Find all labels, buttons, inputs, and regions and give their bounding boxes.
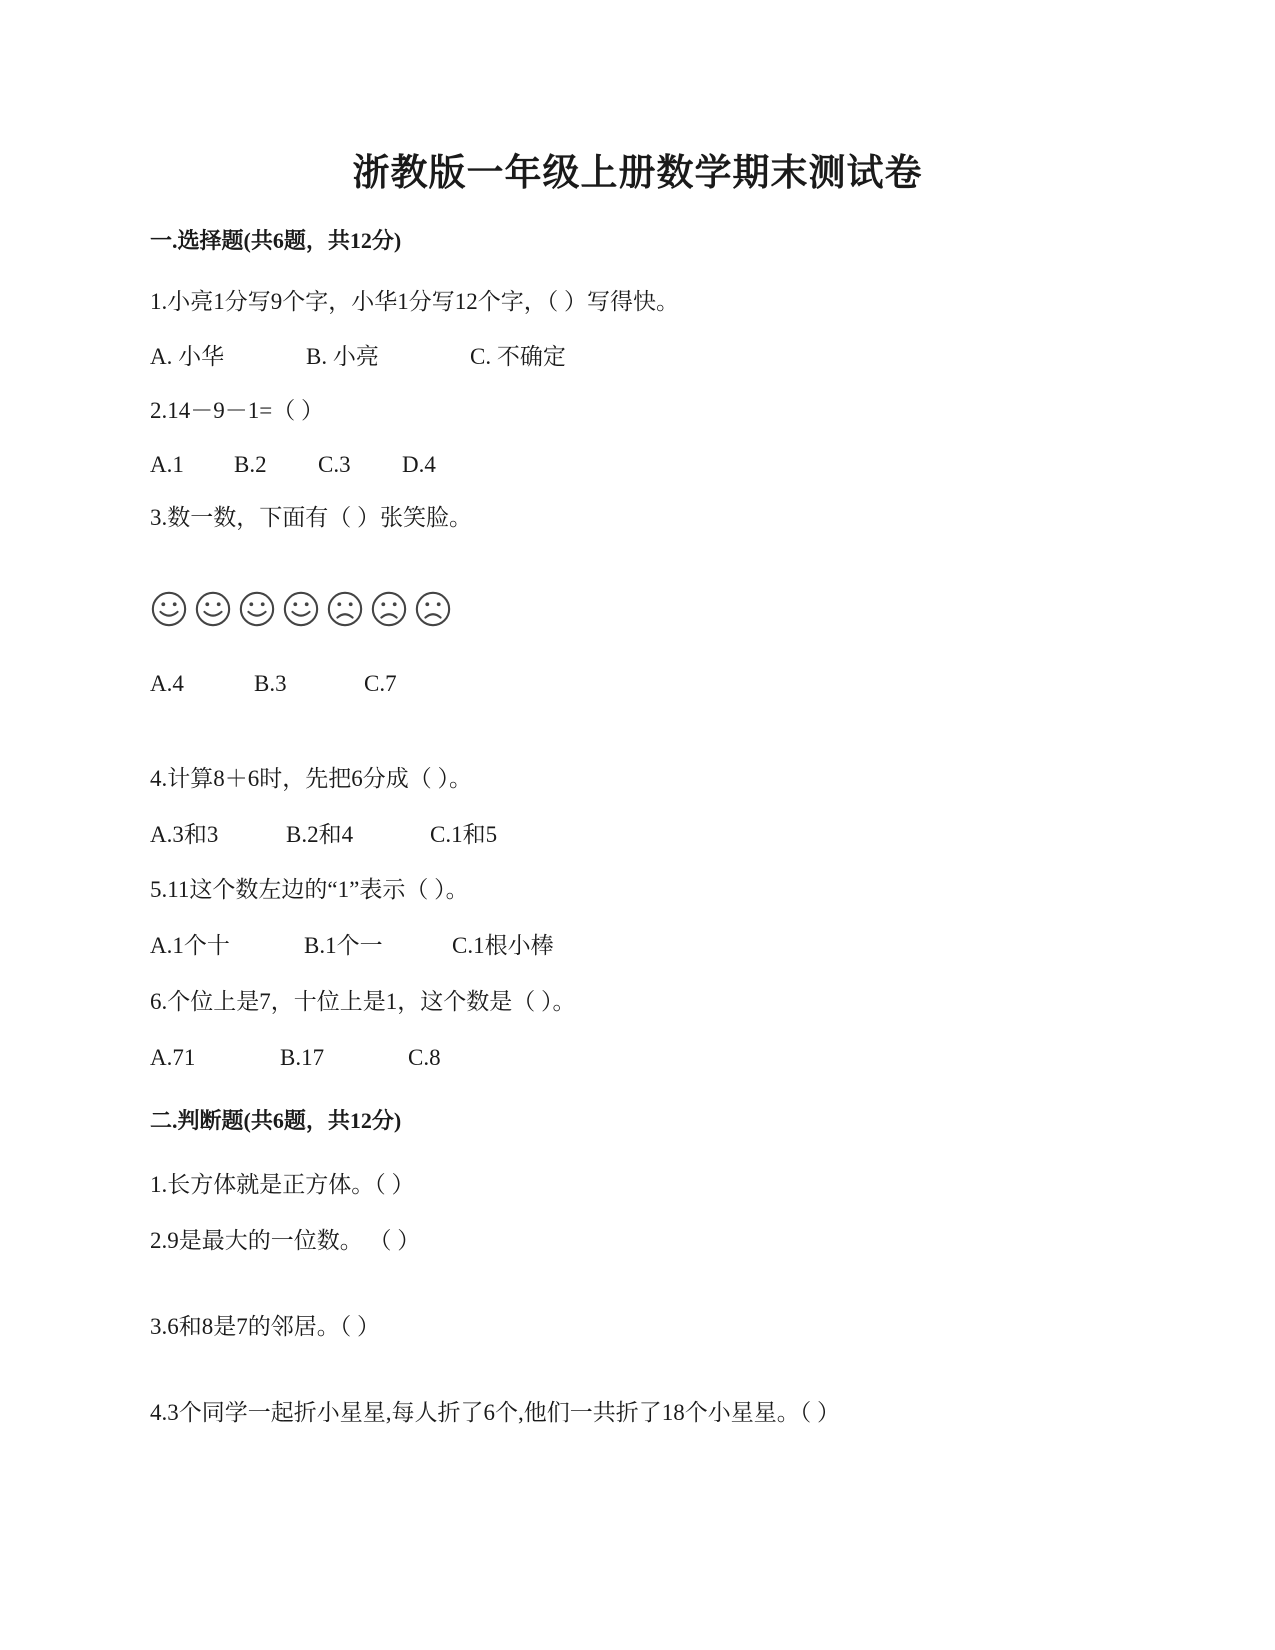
smiley-face-icon xyxy=(282,590,320,628)
question-5-option-b: B.1个一 xyxy=(304,933,383,958)
question-5-option-c: C.1根小棒 xyxy=(452,933,554,958)
question-2-option-a: A.1 xyxy=(150,452,184,477)
frowning-face-icon xyxy=(414,590,452,628)
question-4-option-a: A.3和3 xyxy=(150,822,219,847)
question-2-text: 2.14－9－1=（ ） xyxy=(150,398,324,423)
question-4-option-c: C.1和5 xyxy=(430,822,498,847)
question-2-option-c: C.3 xyxy=(318,452,351,477)
true-false-item-3: 3.6和8是7的邻居。（ ） xyxy=(150,1314,380,1339)
question-2-option-b: B.2 xyxy=(234,452,267,477)
smiley-face-row xyxy=(150,590,452,634)
question-3-text: 3.数一数，下面有（ ）张笑脸。 xyxy=(150,505,472,530)
true-false-item-2: 2.9是最大的一位数。 （ ） xyxy=(150,1228,421,1253)
frowning-face-icon xyxy=(370,590,408,628)
question-3-option-b: B.3 xyxy=(254,671,287,696)
question-6-text: 6.个位上是7，十位上是1，这个数是（ ）。 xyxy=(150,989,576,1014)
page-title: 浙教版一年级上册数学期末测试卷 xyxy=(352,153,923,194)
question-1-text: 1.小亮1分写9个字，小华1分写12个字，（ ）写得快。 xyxy=(150,289,679,314)
question-3-option-a: A.4 xyxy=(150,671,184,696)
section-heading-choice: 一.选择题(共6题，共12分) xyxy=(150,228,402,253)
smiley-face-icon xyxy=(238,590,276,628)
question-3-option-c: C.7 xyxy=(364,671,397,696)
question-2-option-d: D.4 xyxy=(402,452,436,477)
question-1-option-b: B. 小亮 xyxy=(306,344,379,369)
question-4-option-b: B.2和4 xyxy=(286,822,354,847)
question-5-option-a: A.1个十 xyxy=(150,933,230,958)
section-heading-true-false: 二.判断题(共6题，共12分) xyxy=(150,1108,402,1133)
question-6-option-c: C.8 xyxy=(408,1045,441,1070)
smiley-face-icon xyxy=(150,590,188,628)
question-4-text: 4.计算8＋6时，先把6分成（ ）。 xyxy=(150,766,472,791)
question-6-option-a: A.71 xyxy=(150,1045,196,1070)
question-1-option-a: A. 小华 xyxy=(150,344,225,369)
smiley-face-icon xyxy=(194,590,232,628)
question-5-text: 5.11这个数左边的“1”表示（ ）。 xyxy=(150,877,469,902)
true-false-item-4: 4.3个同学一起折小星星,每人折了6个,他们一共折了18个小星星。（ ） xyxy=(150,1400,840,1425)
true-false-item-1: 1.长方体就是正方体。（ ） xyxy=(150,1172,415,1197)
frowning-face-icon xyxy=(326,590,364,628)
question-6-option-b: B.17 xyxy=(280,1045,325,1070)
question-1-option-c: C. 不确定 xyxy=(470,344,566,369)
